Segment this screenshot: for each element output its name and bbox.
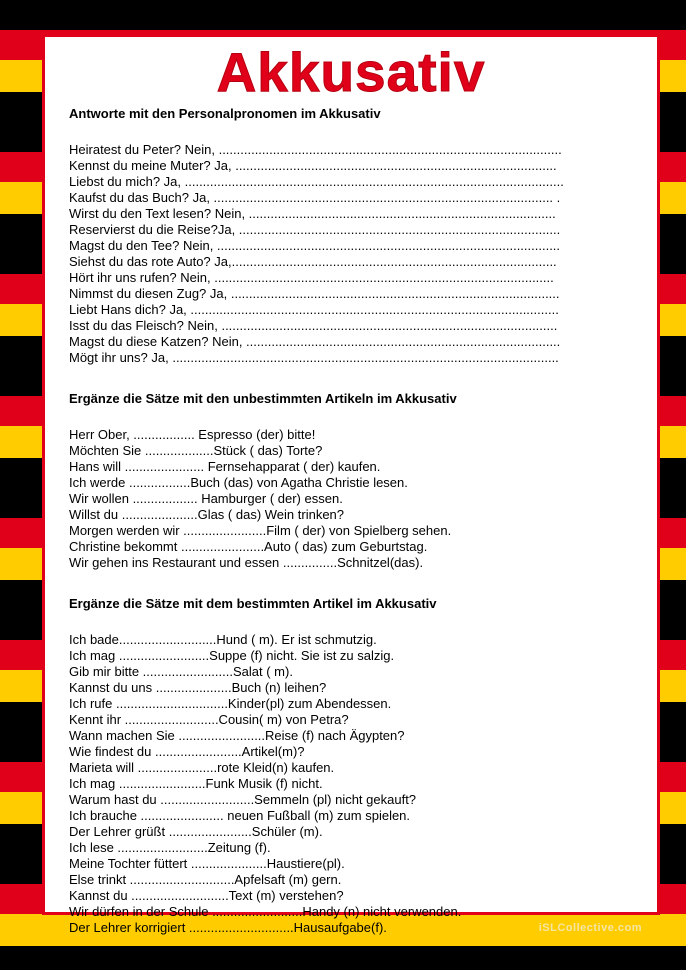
section1-exercises (69, 142, 657, 366)
exercise-line: Ich lese .........................Zeitung (f). (69, 840, 271, 855)
exercise-line: Kennst du meine Muter? Ja, ......................................................................................... (69, 158, 557, 173)
exercise-line: Ich werde .................Buch (das) von Agatha Christie lesen. (69, 475, 408, 490)
watermark: iSLCollective.com (538, 922, 642, 934)
exercise-line: Herr Ober, ................. Espresso (der) bitte! (69, 427, 316, 442)
exercise-line: Liebst du mich? Ja, ......................................................................................................... (69, 174, 564, 189)
exercise-line: Wir wollen .................. Hamburger ( der) essen. (69, 491, 343, 506)
exercise-line: Warum hast du ..........................Semmeln (pl) nicht gekauft? (69, 792, 417, 807)
exercise-line: Kaufst du das Buch? Ja, .............................................................................................. . (69, 190, 561, 205)
exercise-line: Christine bekommt .......................Auto ( das) zum Geburtstag. (69, 539, 428, 554)
section3-heading: Ergänze die Sätze mit dem bestimmten Artikel im Akkusativ (69, 596, 437, 611)
exercise-line: Nimmst du diesen Zug? Ja, ........................................................................................... (69, 286, 560, 301)
exercise-line: Ich mag ........................Funk Musik (f) nicht. (69, 776, 323, 791)
exercise-line: Hört ihr uns rufen? Nein, .............................................................................................. (69, 270, 554, 285)
exercise-line: Mögt ihr uns? Ja, ........................................................................................................... (69, 350, 559, 365)
exercise-line: Wirst du den Text lesen? Nein, ..................................................................................... (69, 206, 556, 221)
exercise-line: Ich brauche ....................... neuen Fußball (m) zum spielen. (69, 808, 411, 823)
exercise-line: Wir gehen ins Restaurant und essen ...............Schnitzel(das). (69, 555, 424, 570)
exercise-line: Siehst du das rote Auto? Ja,.......................................................................................... (69, 254, 557, 269)
exercise-line: Willst du .....................Glas ( das) Wein trinken? (69, 507, 345, 522)
exercise-line: Ich rufe ...............................Kinder(pl) zum Abendessen. (69, 696, 392, 711)
exercise-line: Magst du diese Katzen? Nein, ....................................................................................... (69, 334, 561, 349)
exercise-line: Else trinkt .............................Apfelsaft (m) gern. (69, 872, 342, 887)
section3-exercises (69, 632, 657, 936)
exercise-line: Gib mir bitte .........................Salat ( m). (69, 664, 293, 679)
exercise-line: Isst du das Fleisch? Nein, ............................................................................................. (69, 318, 558, 333)
exercise-line: Der Lehrer korrigiert .............................Hausaufgabe(f). (69, 920, 387, 935)
exercise-line: Hans will ...................... Fernsehapparat ( der) kaufen. (69, 459, 381, 474)
exercise-line: Kennt ihr ..........................Cousin( m) von Petra? (69, 712, 349, 727)
exercise-line: Ich mag .........................Suppe (f) nicht. Sie ist zu salzig. (69, 648, 395, 663)
exercise-line: Morgen werden wir .......................Film ( der) von Spielberg sehen. (69, 523, 452, 538)
exercise-line: Wann machen Sie ........................Reise (f) nach Ägypten? (69, 728, 405, 743)
section2-exercises (69, 427, 657, 571)
section1-heading: Antworte mit den Personalpronomen im Akkusativ (69, 106, 381, 121)
section2-heading: Ergänze die Sätze mit den unbestimmten Artikeln im Akkusativ (69, 391, 457, 406)
exercise-line: Der Lehrer grüßt .......................Schüler (m). (69, 824, 323, 839)
exercise-line: Möchten Sie ...................Stück ( das) Torte? (69, 443, 323, 458)
exercise-line: Magst du den Tee? Nein, ............................................................................................... (69, 238, 561, 253)
exercise-line: Marieta will ......................rote Kleid(n) kaufen. (69, 760, 335, 775)
worksheet-content (69, 101, 657, 936)
exercise-line: Reservierst du die Reise?Ja, ......................................................................................... (69, 222, 561, 237)
exercise-line: Meine Tochter füttert .....................Haustiere(pl). (69, 856, 345, 871)
exercise-line: Wie findest du ........................Artikel(m)? (69, 744, 305, 759)
worksheet-title: Akkusativ (216, 41, 486, 103)
exercise-line: Kannst du ...........................Text (m) verstehen? (69, 888, 344, 903)
exercise-line: Liebt Hans dich? Ja, ...................................................................................................... (69, 302, 559, 317)
exercise-line: Ich bade...........................Hund ( m). Er ist schmutzig. (69, 632, 377, 647)
exercise-line: Wir dürfen in der Schule .........................Handy (n) nicht verwenden. (69, 904, 462, 919)
exercise-line: Kannst du uns .....................Buch (n) leihen? (69, 680, 327, 695)
exercise-line: Heiratest du Peter? Nein, ............................................................................................... (69, 142, 562, 157)
